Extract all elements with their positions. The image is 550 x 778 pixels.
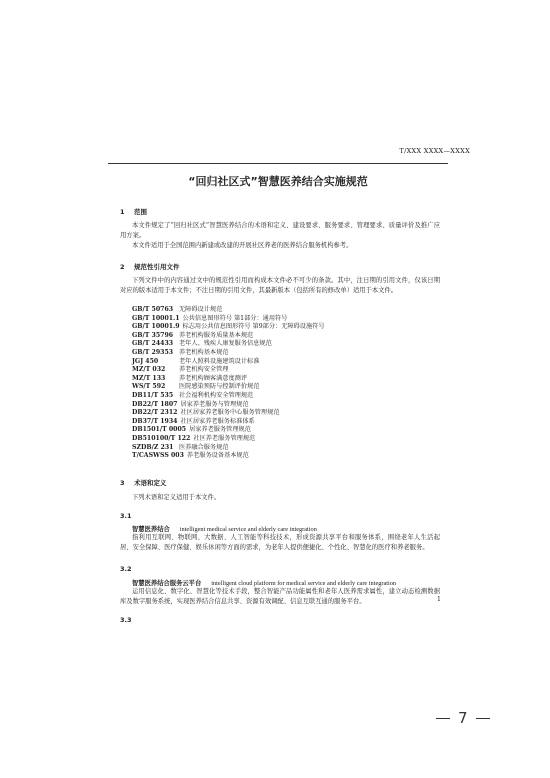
reference-code: WS/T 592 (132, 383, 166, 391)
term-name-zh: 智慧医养结合服务云平台 (132, 580, 202, 587)
reference-item (132, 383, 325, 392)
section-heading (120, 207, 147, 216)
reference-code: GB/T 29353 (132, 348, 174, 356)
reference-item (132, 444, 325, 453)
term-number: 3.3 (120, 616, 132, 624)
reference-item (132, 306, 325, 315)
reference-item (132, 409, 325, 418)
reference-title: 养老机构服务质量基本规范 (179, 331, 254, 339)
reference-item (132, 401, 325, 410)
term-name (132, 578, 396, 587)
term-definition: 运用信息化、数字化、智慧化等技术手段，整合智能产品功能属性和老年人医养需求属性，建立动态检测数据库及数字服务系统，实现医养结合信息共享、资源有效调配、信息互联互通的服务平台。 (120, 588, 440, 605)
reference-list (132, 306, 325, 461)
reference-code: DB510100/T 122 (132, 434, 191, 442)
paragraph: 下列术语和定义适用于本文件。 (132, 494, 221, 501)
reference-title: 公共信息图形符号 第1部分：通用符号 (182, 314, 288, 322)
reference-title: 社区养老服务管理规范 (193, 434, 256, 442)
paragraph: 本文件规定了“回归社区式”智慧医养结合的术语和定义、建设要求、服务要求、管理要求、质量评价及推广应用方案。 (120, 222, 440, 239)
term-number: 3.1 (120, 512, 132, 520)
term-definition: 指利用互联网、物联网、大数据、人工智能等科技技术，形成资源共享平台和服务体系，围绕老年人生活起居、安全保障、医疗保健、娱乐休闲等方面的需求，为老年人提供便捷化、个性化、智慧化的医疗和养老服务。 (120, 534, 440, 551)
reference-item (132, 340, 325, 349)
reference-title: 养老机构顾客满意度测评 (179, 374, 248, 382)
section-heading (120, 262, 180, 271)
reference-item (132, 358, 325, 367)
folio-number: 7 (458, 709, 468, 727)
term-name-zh: 智慧医养结合 (132, 526, 170, 533)
reference-item (132, 392, 325, 401)
folio (428, 709, 498, 727)
reference-code: GB/T 50763 (132, 306, 174, 313)
reference-title: 养老机构安全管理 (179, 366, 229, 374)
reference-title: 社区居家养老服务中心服务管理规范 (180, 409, 280, 417)
reference-title: 养老服务设备基本规范 (186, 452, 249, 460)
reference-code: GB/T 35796 (132, 331, 174, 339)
reference-title: 医养融合服务规范 (179, 443, 229, 451)
term-name-en: intelligent medical service and elderly care integration (179, 526, 317, 533)
section-title: 规范性引用文件 (134, 263, 180, 271)
paragraph: 下列文件中的内容通过文中的规范性引用而构成本文件必不可少的条款。其中，注日期的引用文件，仅该日期对应的版本适用于本文件；不注日期的引用文件，其最新版本（包括所有的修改单）适用于本文件。 (120, 277, 440, 294)
reference-item (132, 315, 325, 324)
term-number: 3.2 (120, 565, 132, 573)
reference-code: DB37/T 1934 (132, 417, 178, 425)
reference-code: SZDB/Z 231 (132, 443, 174, 451)
section-number: 2 (120, 263, 125, 271)
reference-title: 居家养老服务管理规范 (189, 426, 251, 434)
reference-code: T/CASWSS 003 (132, 452, 184, 460)
section-number: 1 (120, 208, 125, 216)
reference-title: 社会福利机构安全管理规范 (179, 391, 254, 399)
reference-item (132, 435, 325, 444)
reference-code: DB22/T 2312 (132, 409, 178, 417)
reference-item (132, 426, 325, 435)
reference-code: DB11/T 535 (132, 391, 174, 399)
reference-title: 老年人、残疾人康复服务信息规范 (179, 340, 272, 348)
reference-code: GB/T 24433 (132, 340, 174, 348)
document-title: “回归社区式”智慧医养结合实施规范 (188, 175, 368, 188)
term-name-en: intelligent cloud platform for medical service and elderly care integration (211, 580, 397, 587)
reference-code: JGJ 450 (132, 357, 159, 365)
folio-dash-right (476, 718, 490, 719)
reference-title: 医院感染预防与控制评价规范 (179, 383, 260, 391)
page-number-small: 1 (437, 596, 441, 603)
section-heading (120, 478, 167, 487)
reference-code: MZ/T 032 (132, 366, 166, 374)
reference-title: 无障碍设计规范 (179, 306, 223, 313)
folio-dash-left (436, 718, 450, 719)
header-rule (108, 163, 448, 164)
paragraph: 本文件适用于全国范围内新建或改建的开展社区养老的医养结合服务机构参考。 (132, 242, 353, 249)
reference-title: 社区居家养老服务标准体系 (180, 417, 255, 425)
section-title: 术语和定义 (134, 479, 167, 487)
section-title: 范围 (134, 208, 147, 216)
reference-code: DB1501/T 0005 (132, 426, 187, 434)
reference-title: 老年人照料设施建筑设计标准 (179, 357, 260, 365)
reference-title: 标志用公共信息图形符号 第9部分：无障碍设施符号 (182, 323, 325, 331)
reference-code: GB/T 10001.1 (132, 314, 180, 322)
reference-code: MZ/T 133 (132, 374, 166, 382)
standard-code: T/XXX XXXX—XXXX (399, 147, 470, 155)
reference-item (132, 366, 325, 375)
term-name (132, 524, 317, 533)
reference-code: GB/T 10001.9 (132, 323, 180, 331)
reference-title: 居家养老服务与管理规范 (180, 400, 249, 408)
reference-item (132, 349, 325, 358)
reference-item (132, 452, 325, 461)
reference-code: DB22/T 1807 (132, 400, 178, 408)
section-number: 3 (120, 479, 125, 487)
reference-item (132, 323, 325, 332)
reference-title: 养老机构基本规范 (179, 348, 229, 356)
